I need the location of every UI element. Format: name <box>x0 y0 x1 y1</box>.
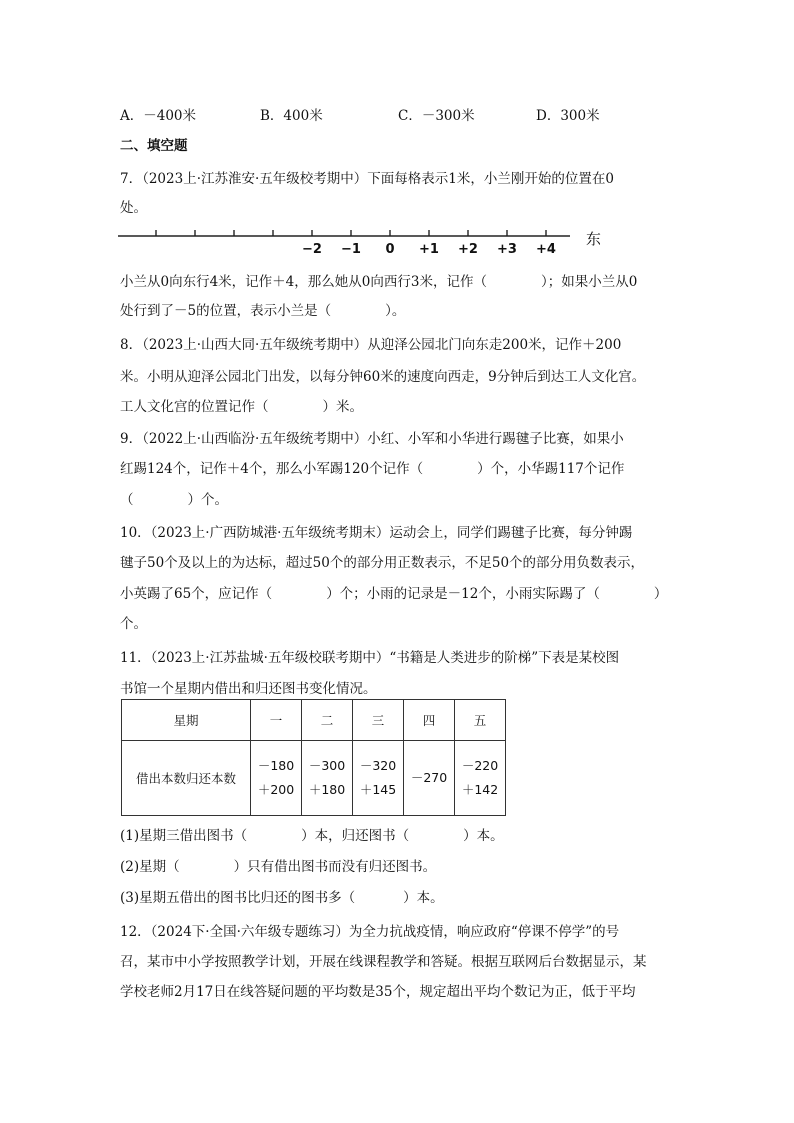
borrowed-value: －220 <box>461 758 499 773</box>
choice-a: A．－400米 <box>120 108 197 124</box>
table-header-weekday: 星期 <box>122 700 251 741</box>
table-row <box>122 741 506 816</box>
q7-line4-text-a: 处行到了－5的位置，表示小兰是（ <box>120 303 332 319</box>
section-title: 二、填空题 <box>120 138 188 154</box>
q10-line3 <box>120 582 667 602</box>
q8-line2: 米。小明从迎泽公园北门出发，以每分钟60米的速度向西走，9分钟后到达工人文化宫。 <box>120 369 646 385</box>
q10-line2: 毽子50个及以上的为达标，超过50个的部分用正数表示，不足50个的部分用负数表示， <box>120 555 645 571</box>
tick-label-zero: 0 <box>385 242 395 257</box>
table-cell <box>404 741 455 816</box>
table-cell <box>251 741 302 816</box>
borrowed-value: －180 <box>257 758 295 773</box>
tick-label-minus2: −2 <box>302 242 322 257</box>
q12-line1: 12．（2024下·全国·六年级专题练习）为全力抗战疫情，响应政府“停课不停学”的号 <box>120 924 620 940</box>
q7-line3 <box>120 270 637 290</box>
returned-value: ＋200 <box>257 782 295 797</box>
q11-line1: 11．（2023上·江苏盐城·五年级校联考期中）“书籍是人类进步的阶梯”下表是某校图 <box>120 650 620 666</box>
q10-line4: 个。 <box>120 616 147 632</box>
q11-sub1-text-a: (1)星期三借出图书（ <box>120 828 248 844</box>
q11-line2: 书馆一个星期内借出和归还图书变化情况。 <box>120 681 377 697</box>
q12-line3: 学校老师2月17日在线答疑问题的平均数是35个，规定超出平均个数记为正，低于平均 <box>120 984 636 1000</box>
library-books-table <box>121 699 506 816</box>
borrowed-value: －300 <box>308 758 346 773</box>
east-label: 东 <box>586 230 602 248</box>
tick-label-plus4: +4 <box>536 242 556 257</box>
returned-value: ＋145 <box>359 782 397 797</box>
q9-line2-text-a: 红踢124个，记作＋4个，那么小军踢120个记作（ <box>120 461 424 477</box>
q9-line2 <box>120 457 624 477</box>
q9-line3-text-a: （ <box>120 492 134 508</box>
q11-sub3 <box>120 886 444 906</box>
q7-line4 <box>120 299 405 319</box>
table-header-day: 二 <box>302 700 353 741</box>
q11-sub1-text-c: ）本。 <box>463 828 504 844</box>
table-cell <box>353 741 404 816</box>
q9-line3-text-b: ）个。 <box>187 492 228 508</box>
choice-c: C．－300米 <box>398 108 475 124</box>
q9-line3 <box>120 488 228 508</box>
q7-line2: 处。 <box>120 200 147 216</box>
table-row-header: 借出本数归还本数 <box>122 741 251 816</box>
q12-line2: 召，某市中小学按照教学计划，开展在线课程教学和答疑。根据互联网后台数据显示，某 <box>120 954 647 970</box>
tick-label-minus1: −1 <box>341 242 361 257</box>
q10-line1: 10．（2023上·广西防城港·五年级统考期末）运动会上，同学们踢毽子比赛，每分钟踢 <box>120 525 633 541</box>
q8-line3 <box>120 395 363 415</box>
choice-b: B．400米 <box>260 108 323 124</box>
q11-sub2-text-a: (2)星期（ <box>120 859 180 875</box>
q7-line3-text-a: 小兰从0向东行4米，记作＋4，那么她从0向西行3米，记作（ <box>120 274 487 290</box>
q7-line1: 7．（2023上·江苏淮安·五年级校考期中）下面每格表示1米，小兰刚开始的位置在0 <box>120 171 614 187</box>
table-header-day: 四 <box>404 700 455 741</box>
q10-line3-text-c: ） <box>653 586 668 602</box>
number-line-axis <box>118 224 578 244</box>
table-cell <box>455 741 506 816</box>
q11-sub3-text-a: (3)星期五借出的图书比归还的图书多（ <box>120 890 356 906</box>
choice-d: D．300米 <box>536 108 600 124</box>
returned-value: ＋142 <box>461 782 499 797</box>
q9-line1: 9．（2022上·山西临汾·五年级统考期中）小红、小军和小华进行踢毽子比赛，如果小 <box>120 431 624 447</box>
returned-value: ＋180 <box>308 782 346 797</box>
q11-sub2 <box>120 855 436 875</box>
q7-line3-text-b: ）；如果小兰从0 <box>540 274 638 290</box>
q9-line2-text-b: ）个，小华踢117个记作 <box>477 461 625 477</box>
q7-line4-text-b: ）。 <box>385 303 406 319</box>
q10-line3-text-b: ）个；小雨的记录是－12个，小雨实际踢了（ <box>326 586 600 602</box>
table-header-day: 三 <box>353 700 404 741</box>
q8-line3-text-a: 工人文化宫的位置记作（ <box>120 399 269 415</box>
q11-sub1 <box>120 824 504 844</box>
borrowed-value: －270 <box>410 770 448 785</box>
q8-line3-text-b: ）米。 <box>322 399 363 415</box>
borrowed-value: －320 <box>359 758 397 773</box>
table-header-day: 一 <box>251 700 302 741</box>
tick-label-plus3: +3 <box>497 242 517 257</box>
q10-line3-text-a: 小英踢了65个，应记作（ <box>120 586 273 602</box>
number-line <box>118 224 618 264</box>
table-header-day: 五 <box>455 700 506 741</box>
table-header-row <box>122 700 506 741</box>
q11-sub3-text-b: ）本。 <box>403 890 444 906</box>
q11-sub1-text-b: ）本，归还图书（ <box>301 828 410 844</box>
tick-label-plus1: +1 <box>419 242 439 257</box>
q8-line1: 8．（2023上·山西大同·五年级统考期中）从迎泽公园北门向东走200米，记作＋200 <box>120 337 622 353</box>
table-cell <box>302 741 353 816</box>
q11-sub2-text-b: ）只有借出图书而没有归还图书。 <box>233 859 437 875</box>
tick-label-plus2: +2 <box>458 242 478 257</box>
